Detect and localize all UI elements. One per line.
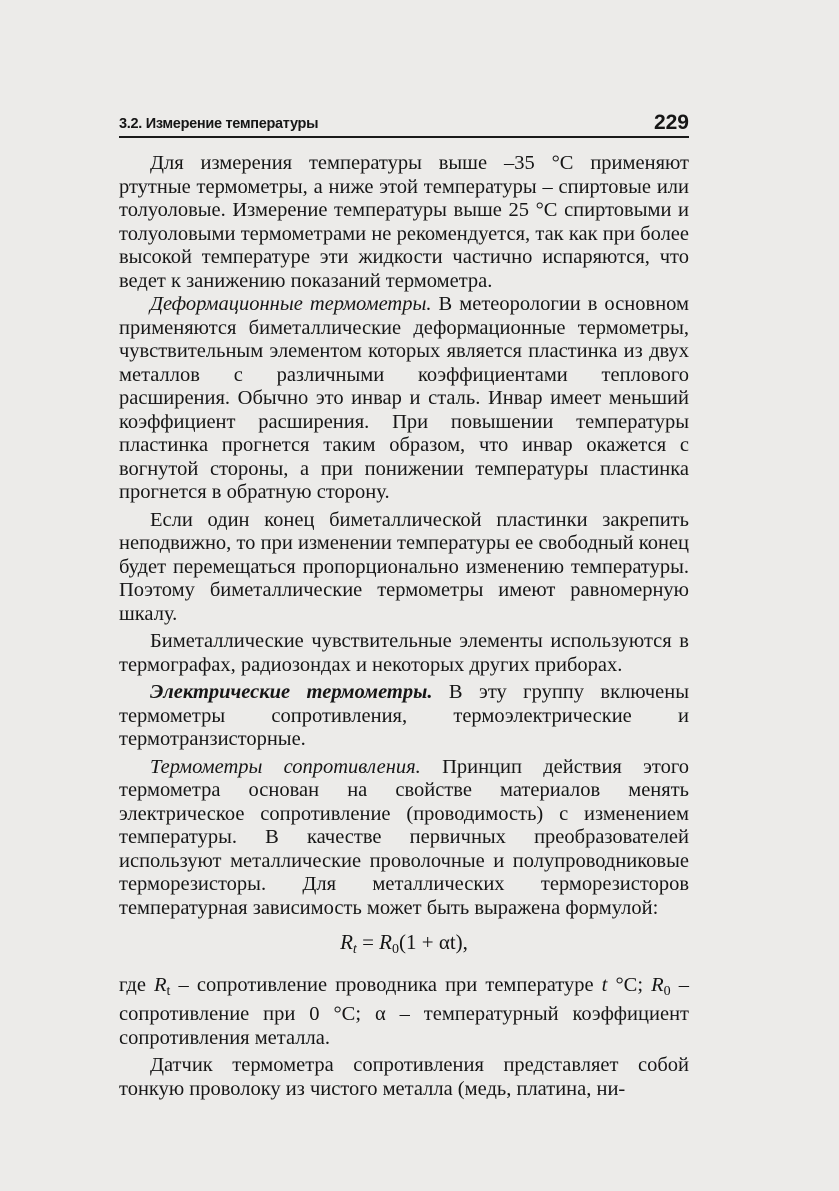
paragraph-bimetal-usage: Биметаллические чувствительные элементы используются в термографах, радиозондах и некоторых других приборах. (119, 630, 689, 676)
paragraph-electric-text: В эту группу включены термометры сопротивления, термоэлектрические и термотранзисторные. (119, 681, 689, 750)
paragraph-mercury-thermometers: Для измерения температуры выше –35 °С применяют ртутные термометры, а ниже этой температуры – спиртовые или толуоловые. Измерение температуры выше 25 °С спиртовыми и толуоловыми термометрами не рекомендуется, так как при более высокой температуре эти жидкости частично испаряются, что ведет к занижению показаний термометра. (119, 152, 689, 292)
text-body (119, 152, 689, 1101)
page-number: 229 (653, 111, 689, 134)
paragraph-resistance-thermometers (119, 756, 689, 921)
symbol-t: t (601, 973, 608, 996)
legend-text-b: – сопротивление проводника при температуре (170, 973, 602, 996)
formula-rhs: (1 + αt), (398, 930, 468, 954)
legend-text-c: °С; (607, 973, 652, 996)
symbol-r0: R (651, 973, 664, 996)
section-lead-deformation: Деформационные термометры. (150, 293, 432, 315)
paragraph-deformation-thermometers (119, 293, 689, 505)
formula-r0: R (379, 930, 392, 954)
paragraph-bimetal-plate: Если один конец биметаллической пластинки закрепить неподвижно, то при изменении температуры ее свободный конец будет перемещаться пропорционально изменению температуры. Поэтому биметаллические термометры имеют равномерную шкалу. (119, 508, 689, 625)
page-header (119, 108, 689, 138)
legend-text-a: где (119, 973, 155, 996)
symbol-rt: R (154, 973, 167, 996)
paragraph-sensor-wire: Датчик термометра сопротивления представляет собой тонкую проволоку из чистого металла (медь, платина, ни- (119, 1054, 689, 1100)
paragraph-formula-legend (119, 974, 689, 1051)
section-lead-electric: Электрические термометры. (150, 681, 433, 703)
formula-equals: = (356, 930, 380, 954)
paragraph-resistance-text: Принцип действия этого термометра основан на свойстве материалов менять электрическое сопротивление (проводимость) с изменением температуры. В качестве первичных преобразователей используют металлические проволочные и полупроводниковые терморезисторы. Для металлических терморезисторов температурная зависимость может быть выражена формулой: (119, 755, 689, 919)
formula-resistance (119, 931, 689, 962)
legend-text-d: – сопротивление при 0 °С; α – температурный коэффициент сопротивления металла. (119, 973, 689, 1049)
running-head: 3.2. Измерение температуры (119, 116, 319, 132)
section-lead-resistance: Термометры сопротивления. (150, 755, 421, 778)
paragraph-deformation-text: В метеорологии в основном применяются биметаллические деформационные термометры, чувствительным элементом которых является пластинка из двух металлов с различными коэффициентами теплового расширения. Обычно это инвар и сталь. Инвар имеет меньший коэффициент расширения. При повышении температуры пластинка прогнется таким образом, что инвар окажется с вогнутой стороны, а при понижении температуры пластинка прогнется в обратную сторону. (119, 293, 689, 503)
paragraph-electric-thermometers (119, 681, 689, 752)
formula-rt: R (340, 930, 353, 954)
symbol-rt-sub: t (166, 983, 171, 999)
formula-r0-sub: 0 (391, 942, 399, 957)
symbol-r0-sub: 0 (663, 983, 671, 999)
formula-rt-sub: t (352, 942, 357, 957)
